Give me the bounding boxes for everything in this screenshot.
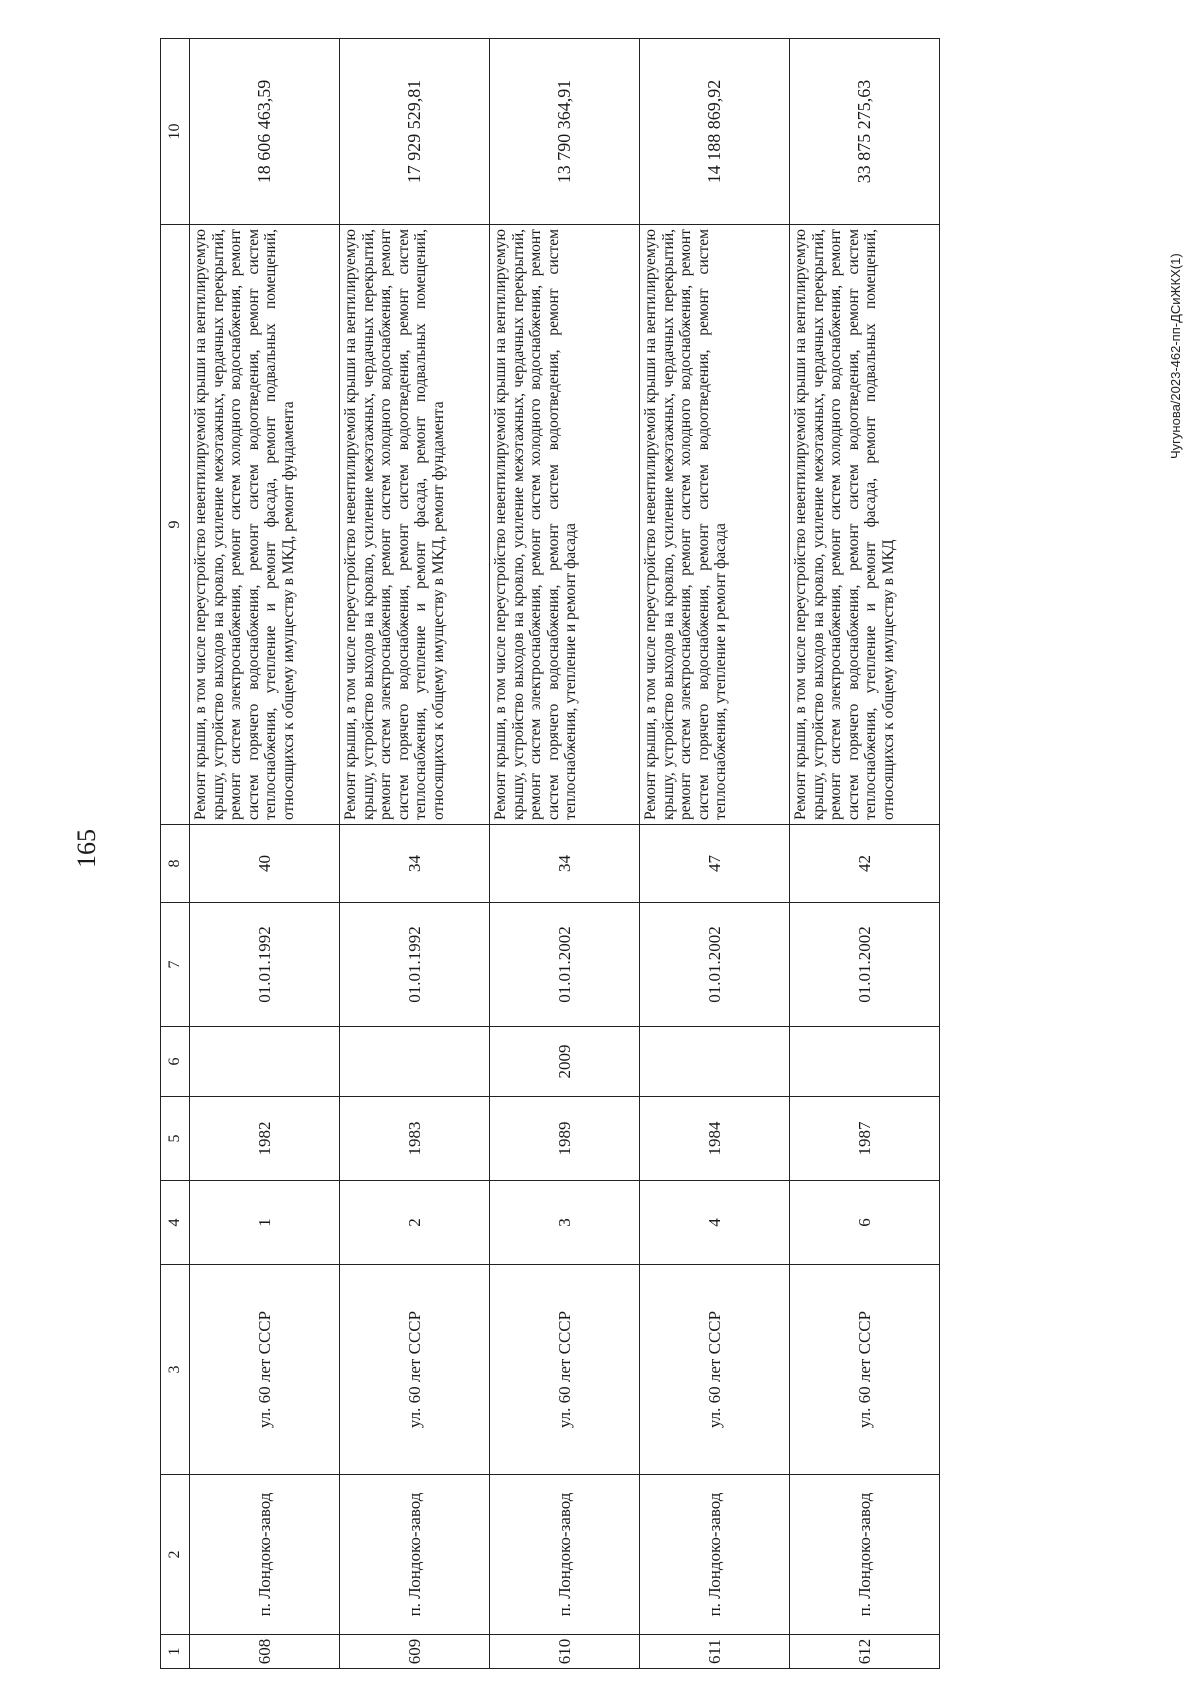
count-cell: 40 [190,825,340,903]
date-cell: 01.01.1992 [190,903,340,1027]
row-number: 611 [640,1635,790,1669]
house-number-cell: 6 [790,1181,940,1265]
column-number-10: 10 [161,39,190,225]
repair-program-table [160,38,940,1669]
table-row [340,39,490,1669]
date-cell: 01.01.2002 [490,903,640,1027]
settlement-cell: п. Лондоко-завод [340,1475,490,1635]
settlement-cell: п. Лондоко-завод [790,1475,940,1635]
column-6-cell [640,1027,790,1097]
street-cell: ул. 60 лет СССР [190,1265,340,1475]
column-number-5: 5 [161,1097,190,1181]
date-cell: 01.01.2002 [640,903,790,1027]
house-number-cell: 3 [490,1181,640,1265]
column-number-3: 3 [161,1265,190,1475]
count-cell: 42 [790,825,940,903]
works-description-cell: Ремонт крыши, в том числе переустройство невентилируемой крыши на вентилируемую крышу, устройство выходов на кровлю, усиление межэтажных, чердачных перекрытий, ремонт систем электроснабжения, ремонт систем холодного водоснабжения, ремонт систем горячего водоснабжения, ремонт систем водоотведения, ремонт систем теплоснабжения, утепление и ремонт фасада, ремонт подвальных помещений, относящихся к общему имуществу в МКД, ремонт фундамента [340,225,490,825]
table-row [490,39,640,1669]
works-description-cell: Ремонт крыши, в том числе переустройство невентилируемой крыши на вентилируемую крышу, устройство выходов на кровлю, усиление межэтажных, чердачных перекрытий, ремонт систем электроснабжения, ремонт систем холодного водоснабжения, ремонт систем горячего водоснабжения, ремонт систем водоотведения, ремонт систем теплоснабжения, утепление и ремонт фасада, ремонт подвальных помещений, относящихся к общему имуществу в МКД, ремонт фундамента [190,225,340,825]
street-cell: ул. 60 лет СССР [340,1265,490,1475]
table-row [790,39,940,1669]
column-number-header-row [161,39,190,1669]
column-number-6: 6 [161,1027,190,1097]
column-number-1: 1 [161,1635,190,1669]
page-number: 165 [72,829,101,868]
amount-cell: 17 929 529,81 [340,39,490,225]
document-footer-code: Чугунова/2023-462-пп-ДСиЖКХ(1) [1168,253,1183,459]
year-built-cell: 1982 [190,1097,340,1181]
column-number-8: 8 [161,825,190,903]
settlement-cell: п. Лондоко-завод [490,1475,640,1635]
house-number-cell: 1 [190,1181,340,1265]
works-description-cell: Ремонт крыши, в том числе переустройство невентилируемой крыши на вентилируемую крышу, устройство выходов на кровлю, усиление межэтажных, чердачных перекрытий, ремонт систем электроснабжения, ремонт систем холодного водоснабжения, ремонт систем горячего водоснабжения, ремонт систем водоотведения, ремонт систем теплоснабжения, утепление и ремонт фасада, ремонт подвальных помещений, относящихся к общему имуществу в МКД [790,225,940,825]
table-row [190,39,340,1669]
count-cell: 34 [340,825,490,903]
row-number: 612 [790,1635,940,1669]
row-number: 610 [490,1635,640,1669]
column-number-9: 9 [161,225,190,825]
settlement-cell: п. Лондоко-завод [640,1475,790,1635]
works-description-cell: Ремонт крыши, в том числе переустройство невентилируемой крыши на вентилируемую крышу, устройство выходов на кровлю, усиление межэтажных, чердачных перекрытий, ремонт систем электроснабжения, ремонт систем холодного водоснабжения, ремонт систем горячего водоснабжения, ремонт систем водоотведения, ремонт систем теплоснабжения, утепление и ремонт фасада [490,225,640,825]
amount-cell: 33 875 275,63 [790,39,940,225]
column-6-cell [790,1027,940,1097]
amount-cell: 18 606 463,59 [190,39,340,225]
works-description-cell: Ремонт крыши, в том числе переустройство невентилируемой крыши на вентилируемую крышу, устройство выходов на кровлю, усиление межэтажных, чердачных перекрытий, ремонт систем электроснабжения, ремонт систем холодного водоснабжения, ремонт систем горячего водоснабжения, ремонт систем водоотведения, ремонт систем теплоснабжения, утепление и ремонт фасада [640,225,790,825]
house-number-cell: 2 [340,1181,490,1265]
row-number: 609 [340,1635,490,1669]
count-cell: 47 [640,825,790,903]
settlement-cell: п. Лондоко-завод [190,1475,340,1635]
year-built-cell: 1984 [640,1097,790,1181]
year-built-cell: 1983 [340,1097,490,1181]
row-number: 608 [190,1635,340,1669]
column-number-7: 7 [161,903,190,1027]
count-cell: 34 [490,825,640,903]
table-row [640,39,790,1669]
year-built-cell: 1987 [790,1097,940,1181]
house-number-cell: 4 [640,1181,790,1265]
street-cell: ул. 60 лет СССР [790,1265,940,1475]
street-cell: ул. 60 лет СССР [490,1265,640,1475]
column-number-4: 4 [161,1181,190,1265]
street-cell: ул. 60 лет СССР [640,1265,790,1475]
column-6-cell [190,1027,340,1097]
column-6-cell: 2009 [490,1027,640,1097]
column-number-2: 2 [161,1475,190,1635]
date-cell: 01.01.1992 [340,903,490,1027]
amount-cell: 14 188 869,92 [640,39,790,225]
date-cell: 01.01.2002 [790,903,940,1027]
column-6-cell [340,1027,490,1097]
amount-cell: 13 790 364,91 [490,39,640,225]
year-built-cell: 1989 [490,1097,640,1181]
